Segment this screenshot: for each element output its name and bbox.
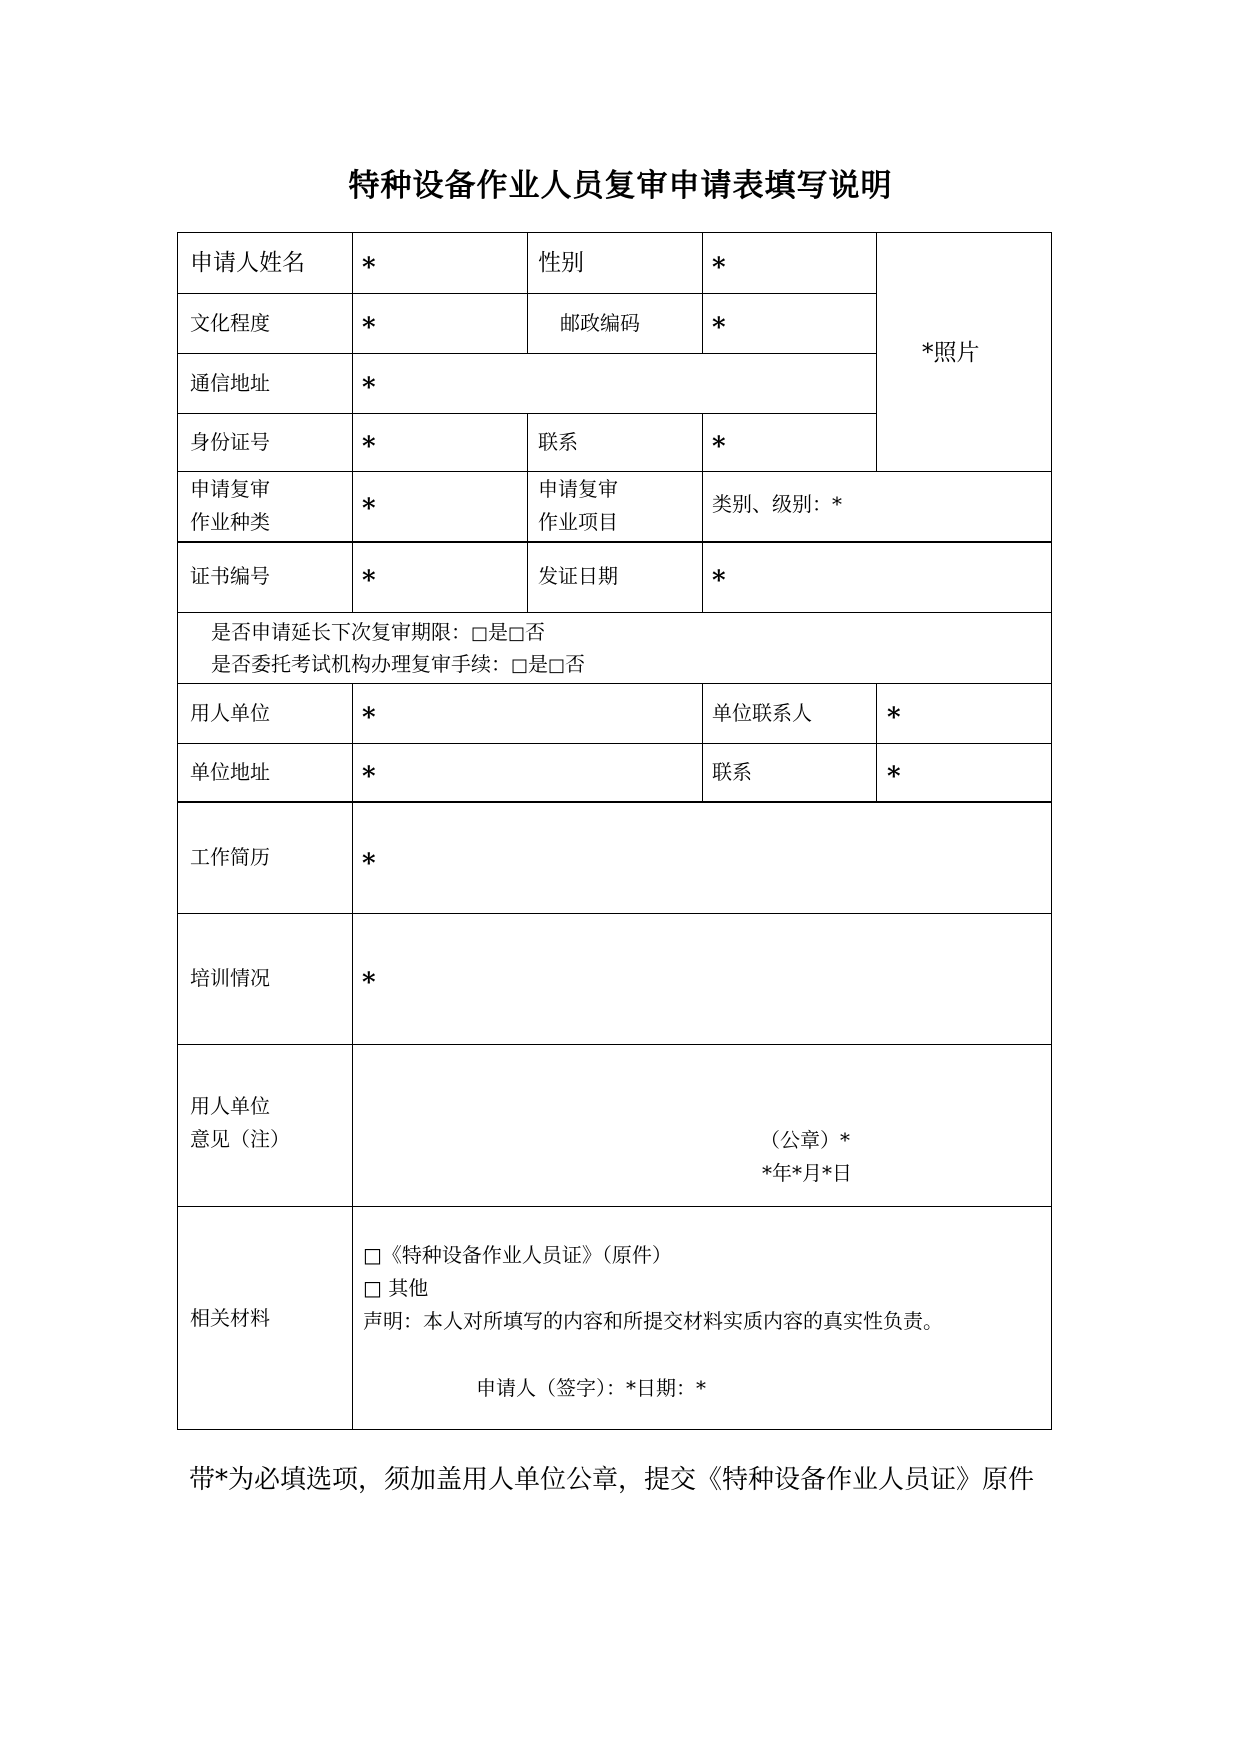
- training-label: 培训情况: [190, 966, 270, 990]
- rule: [178, 471, 1051, 472]
- extend-question: 是否申请延长下次复审期限：: [211, 620, 471, 644]
- opinion-date-field[interactable]: *年*月*日: [762, 1161, 852, 1185]
- rule: [352, 683, 353, 1429]
- photo-placeholder[interactable]: *照片: [922, 340, 980, 366]
- rule: [178, 541, 1051, 543]
- unit-phone-label: 联系: [712, 760, 752, 784]
- contact-field[interactable]: *: [712, 432, 726, 462]
- other-materials-checkbox[interactable]: □ 其他: [363, 1276, 429, 1300]
- education-field[interactable]: *: [362, 313, 376, 343]
- work-history-field[interactable]: *: [362, 849, 376, 879]
- unit-address-label: 单位地址: [190, 760, 270, 784]
- rule: [352, 233, 353, 612]
- postcode-field[interactable]: *: [712, 313, 726, 343]
- entrust-yes-label: 是: [528, 652, 549, 676]
- review-type-label: 申请复审 作业种类: [190, 477, 270, 534]
- applicant-signature-field[interactable]: 申请人（签字）：*日期：*: [476, 1376, 706, 1400]
- work-history-label: 工作简历: [190, 845, 270, 869]
- extend-yes-label: 是: [488, 620, 509, 644]
- rule: [702, 413, 703, 612]
- extend-no-checkbox[interactable]: □: [508, 623, 526, 644]
- contact-label: 联系: [538, 430, 578, 454]
- materials-label: 相关材料: [190, 1306, 270, 1330]
- extend-yes-checkbox[interactable]: □: [471, 623, 489, 644]
- issue-date-field[interactable]: *: [712, 566, 726, 596]
- gender-field[interactable]: *: [712, 253, 726, 283]
- unit-phone-field[interactable]: *: [887, 762, 901, 792]
- entrust-yes-checkbox[interactable]: □: [511, 655, 529, 676]
- review-type-field[interactable]: *: [362, 494, 376, 524]
- education-label: 文化程度: [190, 311, 270, 335]
- certificate-number-field[interactable]: *: [362, 566, 376, 596]
- rule: [178, 1206, 1051, 1207]
- rule: [178, 1044, 1051, 1045]
- unit-address-field[interactable]: *: [362, 762, 376, 792]
- id-number-field[interactable]: *: [362, 432, 376, 462]
- application-form: [177, 232, 1052, 1430]
- extend-no-label: 否: [525, 620, 546, 644]
- issue-date-label: 发证日期: [538, 564, 618, 588]
- rule: [527, 233, 528, 353]
- rule: [876, 233, 877, 471]
- entrust-no-checkbox[interactable]: □: [548, 655, 566, 676]
- rule: [702, 233, 703, 353]
- employer-opinion-label: 用人单位 意见（注）: [190, 1094, 290, 1151]
- rule: [702, 683, 703, 801]
- page-title: 特种设备作业人员复审申请表填写说明: [348, 168, 893, 204]
- id-number-label: 身份证号: [190, 430, 270, 454]
- rule: [178, 612, 1051, 613]
- rule: [178, 801, 1051, 803]
- applicant-name-label: 申请人姓名: [190, 250, 305, 276]
- rule: [178, 913, 1051, 914]
- certificate-number-label: 证书编号: [190, 564, 270, 588]
- applicant-name-field[interactable]: *: [362, 253, 376, 283]
- rule: [876, 683, 877, 801]
- training-field[interactable]: *: [362, 968, 376, 998]
- entrust-no-label: 否: [565, 652, 586, 676]
- rule: [178, 683, 1051, 684]
- official-seal-field[interactable]: （公章）*: [760, 1128, 850, 1152]
- footnote: 带*为必填选项，须加盖用人单位公章，提交《特种设备作业人员证》原件: [189, 1465, 1035, 1495]
- entrust-question: 是否委托考试机构办理复审手续：: [211, 652, 511, 676]
- unit-contact-label: 单位联系人: [712, 701, 812, 725]
- category-level-field[interactable]: 类别、级别：*: [712, 492, 842, 516]
- review-item-label: 申请复审 作业项目: [538, 477, 618, 534]
- declaration-text: 声明：本人对所填写的内容和所提交材料实质内容的真实性负责。: [363, 1309, 943, 1333]
- entrust-option-row: [211, 648, 585, 682]
- employer-label: 用人单位: [190, 701, 270, 725]
- unit-contact-field[interactable]: *: [887, 703, 901, 733]
- postcode-label: 邮政编码: [560, 311, 640, 335]
- rule: [178, 743, 1051, 744]
- rule: [178, 353, 876, 354]
- address-label: 通信地址: [190, 371, 270, 395]
- address-field[interactable]: *: [362, 373, 376, 403]
- gender-label: 性别: [538, 250, 584, 276]
- employer-field[interactable]: *: [362, 703, 376, 733]
- extend-option-row: [211, 616, 545, 650]
- rule: [527, 413, 528, 612]
- certificate-original-checkbox[interactable]: □《特种设备作业人员证》（原件）: [363, 1243, 672, 1267]
